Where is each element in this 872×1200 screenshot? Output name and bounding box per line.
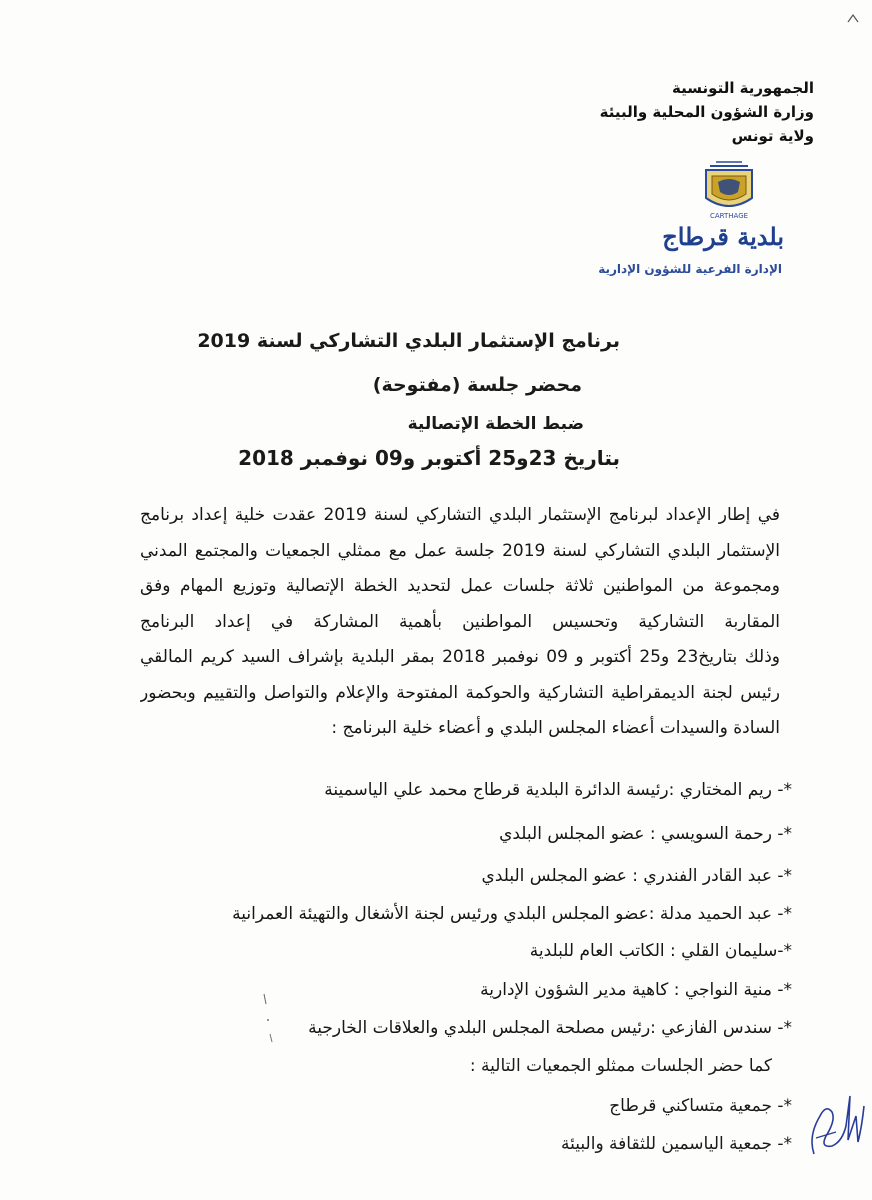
list-item: *- سندس الفازعي :رئيس مصلحة المجلس البلدي والعلاقات الخارجية bbox=[308, 1018, 792, 1038]
handwritten-signature bbox=[806, 1076, 868, 1166]
letterhead-republic: الجمهورية التونسية bbox=[672, 79, 814, 97]
scan-speck-icon bbox=[258, 990, 278, 1050]
program-title: برنامج الإستثمار البلدي التشاركي لسنة 2019 bbox=[197, 330, 620, 352]
list-item: *- جمعية الياسمين للثقافة والبيئة bbox=[561, 1134, 792, 1154]
list-item: *- منية النواجي : كاهية مدير الشؤون الإدارية bbox=[480, 980, 792, 1000]
body-line: رئيس لجنة الديمقراطية التشاركية والحوكمة المفتوحة والإعلام والتواصل والتقييم وبحضور bbox=[140, 682, 780, 703]
dates-title: بتاريخ 23و25 أكتوبر و09 نوفمبر 2018 bbox=[238, 446, 620, 470]
body-line: الإستثمار البلدي التشاركي لسنة 2019 جلسة عمل مع ممثلي الجمعيات والمجتمع المدني bbox=[140, 540, 780, 561]
municipality-name: بلدية قرطاج bbox=[662, 222, 784, 251]
letterhead-ministry: وزارة الشؤون المحلية والبيئة bbox=[599, 103, 814, 121]
body-line: ومجموعة من المواطنين ثلاثة جلسات عمل لتحديد الخطة الإتصالية وتوزيع المهام وفق bbox=[140, 576, 780, 596]
body-paragraph bbox=[140, 498, 780, 747]
letterhead bbox=[554, 76, 814, 148]
body-line: وذلك بتاريخ23 و25 أكتوبر و 09 نوفمبر 2018 بمقر البلدية بإشراف السيد كريم المالقي bbox=[140, 647, 780, 667]
list-item: *- رحمة السويسي : عضو المجلس البلدي bbox=[499, 824, 792, 844]
subject-title: ضبط الخطة الإتصالية bbox=[407, 414, 584, 434]
list-item: *- عبد القادر الفندري : عضو المجلس البلدي bbox=[481, 866, 792, 886]
carthage-emblem-logo bbox=[698, 160, 760, 222]
list-item: *- عبد الحميد مدلة :عضو المجلس البلدي ورئيس لجنة الأشغال والتهيئة العمرانية bbox=[232, 904, 792, 924]
list-item: *- ريم المختاري :رئيسة الدائرة البلدية قرطاج محمد علي الياسمينة bbox=[324, 780, 792, 800]
associations-intro: كما حضر الجلسات ممثلو الجمعيات التالية : bbox=[469, 1056, 772, 1076]
logo-caption: CARTHAGE bbox=[709, 212, 749, 220]
department-name: الإدارة الفرعية للشؤون الإدارية bbox=[598, 262, 782, 276]
letterhead-governorate: ولاية تونس bbox=[731, 127, 814, 145]
body-line: في إطار الإعداد لبرنامج الإستثمار البلدي التشاركي لسنة 2019 عقدت خلية إعداد برنامج bbox=[140, 505, 780, 525]
body-line: السادة والسيدات أعضاء المجلس البلدي و أعضاء خلية البرنامج : bbox=[331, 718, 780, 738]
minutes-title: محضر جلسة (مفتوحة) bbox=[372, 374, 582, 396]
body-line: المقاربة التشاركية وتحسيس المواطنين بأهمية المشاركة في إعداد البرنامج bbox=[140, 611, 780, 632]
list-item: *- جمعية متساكني قرطاج bbox=[609, 1096, 792, 1116]
corner-mark-icon bbox=[846, 12, 860, 24]
list-item: *-سليمان القلي : الكاتب العام للبلدية bbox=[529, 941, 792, 961]
